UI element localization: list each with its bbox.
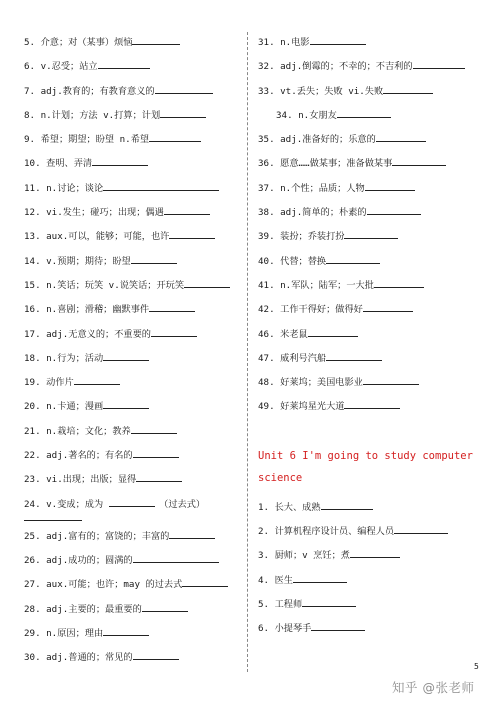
vocab-prompt: 6. 小提琴手 [258,623,312,635]
answer-blank[interactable] [103,182,219,191]
answer-blank[interactable] [321,501,373,510]
answer-blank[interactable] [149,303,195,312]
vocab-list-unit6 [258,501,490,647]
vocab-prompt: 33. vt.丢失；失败 vi.失败 [258,85,384,97]
vocab-item [258,157,490,181]
vocab-item [24,157,244,181]
answer-blank[interactable] [132,36,180,45]
vocab-list-right [258,36,490,425]
vocab-item [258,85,490,109]
watermark: 知乎 @张老师 [392,680,475,695]
answer-blank[interactable] [363,303,413,312]
vocab-item [258,376,490,400]
answer-blank[interactable] [374,279,424,288]
answer-blank[interactable] [160,109,206,118]
answer-blank[interactable] [376,133,426,142]
vocab-prompt: 5. 介意；对（某事）烦恼 [24,37,133,48]
column-divider [247,32,248,672]
vocab-prompt: 31. n.电影 [258,37,310,48]
answer-blank[interactable] [151,328,197,337]
vocab-prompt: 19. 动作片 [24,377,74,389]
vocab-item [24,352,244,376]
answer-blank[interactable] [363,376,419,385]
answer-blank[interactable] [394,525,448,534]
answer-blank[interactable] [131,425,177,434]
vocab-prompt: 23. vi.出现；出版；显得 [24,474,137,486]
right-column [258,36,490,647]
vocab-item [258,574,490,598]
vocab-item [258,501,490,525]
vocab-prompt: 12. vi.发生；碰巧；出现；偶遇 [24,207,164,219]
vocab-prompt: 34. n.女朋友 [276,109,337,121]
vocab-prompt: 30. adj.普通的；常见的 [24,652,133,664]
vocab-prompt: 35. adj.准备好的；乐意的 [258,134,376,146]
vocab-item [24,328,244,352]
vocab-item [24,473,244,497]
vocab-prompt: 16. n.喜剧；滑稽；幽默事件 [24,304,150,316]
vocab-prompt: 20. n.卡通；漫画 [24,401,104,413]
vocab-prompt: 7. adj.教育的；有教育意义的 [24,85,155,97]
vocab-prompt: 39. 装扮；乔装打扮 [258,231,345,243]
unit-title [258,445,490,489]
answer-blank[interactable] [133,651,179,660]
vocab-prompt: 24. v.变成；成为 [24,498,104,510]
vocab-prompt: 9. 希望；期望；盼望 n.希望 [24,134,150,146]
answer-blank[interactable] [133,554,219,563]
answer-blank[interactable] [311,622,365,631]
vocab-prompt: 32. adj.倒霉的；不幸的；不吉利的 [258,61,413,73]
vocab-prompt: 46. 米老鼠 [258,328,308,340]
answer-blank-continued[interactable] [24,520,82,521]
vocab-prompt: 22. adj.著名的；有名的 [24,450,133,462]
vocab-prompt: 29. n.原因；理由 [24,627,104,639]
vocab-prompt: 40. 代替；替换 [258,255,327,267]
vocab-prompt: 21. n.栽培；文化；教养 [24,425,131,437]
vocab-item [258,206,490,230]
vocab-prompt: 27. aux.可能；也许；may 的过去式 [24,579,183,591]
vocab-prompt: 49. 好莱坞星光大道 [258,401,345,413]
vocab-item [258,352,490,376]
vocab-prompt: 15. n.笑话；玩笑 v.说笑话；开玩笑 [24,279,185,291]
vocab-prompt: 37. n.个性；品质；人物 [258,182,365,194]
answer-blank[interactable] [293,574,347,583]
answer-blank[interactable] [103,352,149,361]
answer-blank[interactable] [109,498,155,507]
vocab-item [258,279,490,303]
vocab-prompt: 1. 长大、成熟 [258,501,321,513]
vocab-item [24,554,244,578]
answer-blank[interactable] [149,133,201,142]
answer-blank[interactable] [392,157,446,166]
vocab-prompt: 25. adj.富有的；富饶的；丰富的 [24,530,170,542]
vocab-item [258,549,490,573]
answer-blank[interactable] [302,598,356,607]
answer-blank[interactable] [103,400,149,409]
vocab-prompt: 14. v.预期；期待；盼望 [24,255,131,267]
vocab-item [24,400,244,424]
vocab-prompt: 26. adj.成功的；圆满的 [24,554,133,566]
answer-blank[interactable] [326,255,380,264]
answer-blank[interactable] [310,36,366,45]
vocab-item [258,60,490,84]
answer-blank[interactable] [383,85,433,94]
answer-blank[interactable] [365,182,415,191]
answer-blank[interactable] [155,85,213,94]
vocab-prompt: 6. v.忍受；站立 [24,61,98,73]
answer-blank[interactable] [74,376,120,385]
vocab-item [24,133,244,157]
vocab-prompt: 13. aux.可以，能够；可能，也许 [24,231,170,243]
vocab-item [24,627,244,651]
vocab-item [24,603,244,627]
vocab-item [258,400,490,424]
answer-blank[interactable] [308,328,358,337]
vocab-item [258,622,490,646]
vocab-prompt: 42. 工作干得好；做得好 [258,304,363,316]
vocab-item [24,449,244,473]
vocab-item [258,36,490,60]
answer-blank[interactable] [103,627,149,636]
vocab-item [24,85,244,109]
answer-blank[interactable] [344,400,400,409]
vocab-prompt: 48. 好莱坞；美国电影业 [258,377,363,389]
vocab-item [24,230,244,254]
answer-blank[interactable] [326,352,382,361]
vocab-item [24,36,244,60]
answer-blank[interactable] [413,60,465,69]
vocab-prompt: 10. 查明、弄清 [24,158,93,170]
vocab-item [258,133,490,157]
vocab-item [258,230,490,254]
vocab-item [258,328,490,352]
vocab-prompt: 5. 工程师 [258,598,303,610]
answer-blank[interactable] [184,279,230,288]
vocab-item [24,109,244,133]
answer-blank[interactable] [169,530,215,539]
vocab-item [24,279,244,303]
vocab-prompt: 11. n.讨论；谈论 [24,182,104,194]
answer-blank[interactable] [142,603,188,612]
vocab-prompt: 17. adj.无意义的；不重要的 [24,328,151,340]
vocab-prompt: 28. adj.主要的；最重要的 [24,603,142,615]
answer-blank[interactable] [98,60,150,69]
answer-blank[interactable] [169,230,215,239]
answer-blank[interactable] [344,230,398,239]
answer-blank[interactable] [164,206,210,215]
answer-blank[interactable] [350,549,400,558]
vocab-prompt: 8. n.计划；方法 v.打算；计划 [24,109,161,121]
answer-blank[interactable] [337,109,391,118]
vocab-item [24,578,244,602]
page-number: 5 [474,662,479,671]
vocab-prompt: 36. 愿意……做某事；准备做某事 [258,158,393,170]
answer-blank[interactable] [131,255,177,264]
answer-blank[interactable] [92,157,148,166]
vocab-item [24,425,244,449]
unit-title-line1: Unit 6 I'm going to study computer [258,449,473,462]
vocab-item [24,255,244,279]
vocab-prompt: 38. adj.简单的；朴素的 [258,207,367,219]
vocab-prompt: 2. 计算机程序设计员、编程人员 [258,526,395,538]
vocab-item [24,376,244,400]
vocab-item [258,182,490,206]
vocab-prompt: 47. 威利号汽船 [258,352,327,364]
vocab-item [24,182,244,206]
answer-blank[interactable] [136,473,182,482]
vocab-item [24,530,244,554]
vocab-prompt: 41. n.军队；陆军；一大批 [258,279,374,291]
vocab-item [24,651,244,675]
vocab-item [24,206,244,230]
answer-blank[interactable] [182,578,228,587]
vocab-item [258,598,490,622]
vocab-suffix: （过去式） [159,498,206,510]
answer-blank[interactable] [133,449,179,458]
vocab-prompt: 18. n.行为；活动 [24,352,104,364]
vocab-item [24,303,244,327]
unit-title-line2: science [258,471,303,484]
vocab-item [24,498,244,530]
vocab-item [258,109,490,133]
vocab-prompt: 4. 医生 [258,574,293,586]
vocab-prompt: 3. 厨师；v 烹饪；煮 [258,550,350,562]
vocab-item [258,255,490,279]
vocab-item [258,303,490,327]
answer-blank[interactable] [367,206,421,215]
vocab-item [24,60,244,84]
left-column [24,36,244,675]
vocab-item [258,525,490,549]
